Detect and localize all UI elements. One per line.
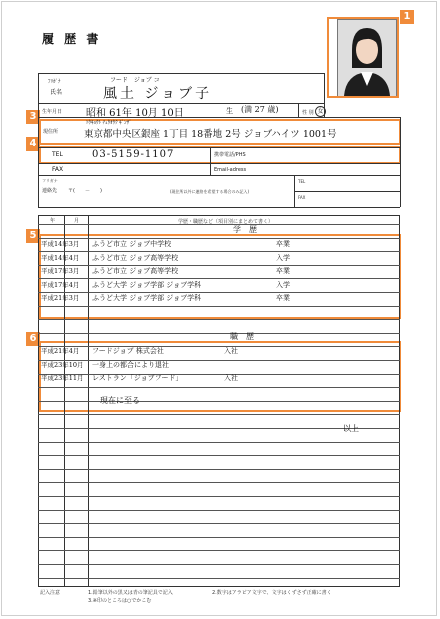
work-row-status: 入社: [224, 374, 238, 383]
tel-value: 03-5159-1107: [92, 149, 175, 160]
current-status: 現在に至る: [100, 396, 140, 405]
footer-label: 記入注意: [40, 590, 61, 596]
mobile-label: 携帯電話/PHS: [214, 152, 246, 158]
end-mark: 以上: [343, 424, 359, 433]
address-label: 現住所: [43, 129, 59, 135]
work-row-status: 入社: [224, 347, 238, 355]
education-row-description: ふうど市立 ジョブ中学校: [92, 240, 172, 248]
education-row-status: 卒業: [276, 240, 290, 248]
education-row-status: 入学: [276, 280, 290, 289]
callout-badge-1: 1: [400, 10, 414, 24]
education-row-date: 平成14年3月: [41, 240, 80, 248]
education-row-description: ふうど市立 ジョブ高等学校: [92, 253, 179, 262]
work-row-description: フードジョブ 株式会社: [92, 347, 164, 355]
work-row-date: 平成23年10月: [41, 360, 84, 369]
education-row-status: 卒業: [276, 267, 290, 276]
birth-label: 生年月日: [42, 109, 63, 115]
year-header: 年: [50, 218, 56, 224]
education-heading: 学 歴: [233, 225, 257, 234]
address-furigana: ﾄｳｷｮｳﾄ ﾁｭｳｵｳｸ ｷﾞﾝｻﾞ: [86, 120, 132, 126]
contact-fax-label: FAX: [298, 195, 306, 200]
name-furigana: フード ジョブ コ: [110, 77, 160, 84]
document-title: 履 歴 書: [42, 32, 102, 46]
education-row-date: 平成17年4月: [41, 280, 80, 289]
name-label: 氏名: [50, 89, 63, 96]
address-value: 東京都中央区銀座 1丁目 18番地 2号 ジョブハイツ 1001号: [84, 129, 337, 140]
name-value: 風土 ジョブ子: [103, 86, 213, 102]
contact-tel-label: TEL: [298, 179, 306, 184]
callout-badge-6: 6: [26, 332, 40, 346]
callout-badge-3: 3: [26, 110, 40, 124]
education-row-date: 平成21年3月: [41, 294, 80, 303]
education-row-status: 入学: [276, 253, 290, 262]
callout-badge-5: 5: [26, 229, 40, 243]
work-row-date: 平成23年11月: [41, 374, 84, 383]
tel-label: TEL: [52, 151, 63, 158]
furigana-label: ﾌﾘｶﾞﾅ: [48, 79, 61, 85]
education-row-description: ふうど大学 ジョブ学部 ジョブ学科: [92, 280, 202, 289]
gender-value: 女: [315, 106, 326, 117]
contact-note: (現住所以外に連絡を希望する場合のみ記入): [170, 189, 250, 194]
birth-value: 昭和 61年 10月 10日: [86, 108, 184, 119]
education-row-date: 平成14年4月: [41, 253, 80, 262]
gender-label: 性 別: [302, 110, 314, 116]
footer-note-1: 1.鉛筆以外の黒又は青の筆記具で記入: [88, 590, 173, 596]
contact-furigana-label: フリガナ: [42, 178, 58, 183]
callout-badge-4: 4: [26, 137, 40, 151]
work-row-date: 平成21年4月: [41, 347, 80, 355]
contact-postal: 〒( － ): [68, 188, 102, 194]
annotation-box-photo: [327, 17, 399, 98]
month-header: 月: [74, 218, 80, 224]
history-column-header: 学歴・職歴など（項目別にまとめて書く）: [178, 219, 274, 225]
education-row-date: 平成17年3月: [41, 267, 80, 276]
email-label: Email-adress: [214, 167, 247, 173]
birth-suffix: 生: [226, 107, 233, 115]
work-heading: 職 歴: [230, 332, 254, 341]
footer-note-3: 3.※印のところは○でかこむ: [88, 598, 152, 604]
fax-label: FAX: [52, 166, 64, 173]
age-value: (満 27 歳): [241, 105, 279, 114]
contact-label: 連絡先: [42, 188, 58, 194]
education-row-description: ふうど大学 ジョブ学部 ジョブ学科: [92, 294, 202, 303]
work-row-description: レストラン「ジョブフード」: [92, 374, 183, 383]
footer-note-2: 2.数字はアラビア文字で、文字はくずさず正確に書く: [212, 590, 332, 596]
work-row-description: 一身上の都合により退社: [92, 360, 169, 369]
education-row-description: ふうど市立 ジョブ高等学校: [92, 267, 179, 276]
education-row-status: 卒業: [276, 294, 290, 303]
